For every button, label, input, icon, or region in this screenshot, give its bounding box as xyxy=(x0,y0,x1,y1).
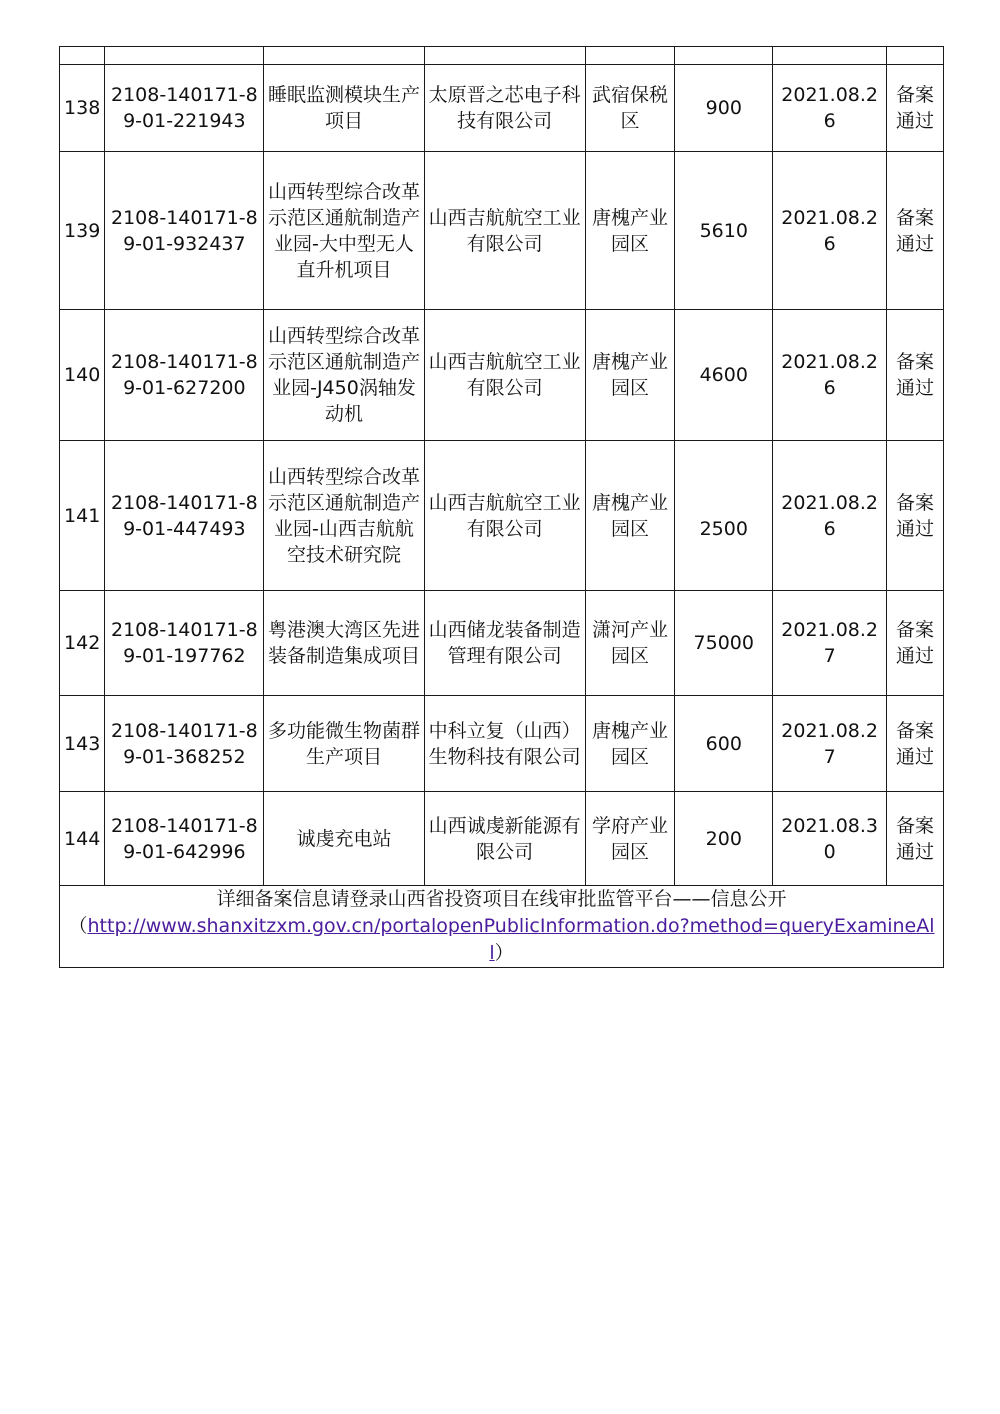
project-name: 粤港澳大湾区先进装备制造集成项目 xyxy=(264,591,424,696)
filing-status: 备案通过 xyxy=(887,792,944,886)
paren-open: （ xyxy=(68,915,88,937)
filing-status: 备案通过 xyxy=(887,696,944,792)
table-row xyxy=(60,65,944,152)
row-number: 143 xyxy=(60,696,105,792)
row-number: 139 xyxy=(60,152,105,310)
investment-amount: 600 xyxy=(675,696,773,792)
filing-date: 2021.08.26 xyxy=(773,65,887,152)
park-area: 唐槐产业园区 xyxy=(585,310,675,441)
company-name: 山西吉航航空工业有限公司 xyxy=(424,152,585,310)
table-row xyxy=(60,441,944,591)
park-area: 武宿保税区 xyxy=(585,65,675,152)
project-name: 多功能微生物菌群生产项目 xyxy=(264,696,424,792)
park-area: 学府产业园区 xyxy=(585,792,675,886)
project-code: 2108-140171-89-01-932437 xyxy=(105,152,264,310)
row-number: 138 xyxy=(60,65,105,152)
project-name: 山西转型综合改革示范区通航制造产业园-山西吉航航空技术研究院 xyxy=(264,441,424,591)
filing-status: 备案通过 xyxy=(887,65,944,152)
park-area: 唐槐产业园区 xyxy=(585,696,675,792)
filing-date: 2021.08.26 xyxy=(773,152,887,310)
company-name: 山西储龙装备制造管理有限公司 xyxy=(424,591,585,696)
park-area: 潇河产业园区 xyxy=(585,591,675,696)
project-code: 2108-140171-89-01-197762 xyxy=(105,591,264,696)
table-row xyxy=(60,152,944,310)
company-name: 太原晋之芯电子科技有限公司 xyxy=(424,65,585,152)
filing-date: 2021.08.27 xyxy=(773,591,887,696)
investment-amount: 900 xyxy=(675,65,773,152)
investment-amount: 75000 xyxy=(675,591,773,696)
company-name: 中科立复（山西）生物科技有限公司 xyxy=(424,696,585,792)
filing-status: 备案通过 xyxy=(887,441,944,591)
filing-status: 备案通过 xyxy=(887,152,944,310)
footer-note: 详细备案信息请登录山西省投资项目在线审批监管平台——信息公开 xyxy=(216,888,787,910)
filing-date: 2021.08.27 xyxy=(773,696,887,792)
project-name: 睡眠监测模块生产项目 xyxy=(264,65,424,152)
company-name: 山西吉航航空工业有限公司 xyxy=(424,310,585,441)
investment-amount-value: 2500 xyxy=(699,517,748,540)
continued-row-stub xyxy=(60,47,944,65)
filing-date: 2021.08.26 xyxy=(773,310,887,441)
row-number: 144 xyxy=(60,792,105,886)
project-name: 山西转型综合改革示范区通航制造产业园-大中型无人直升机项目 xyxy=(264,152,424,310)
project-code: 2108-140171-89-01-447493 xyxy=(105,441,264,591)
project-code: 2108-140171-89-01-627200 xyxy=(105,310,264,441)
project-name: 山西转型综合改革示范区通航制造产业园-J450涡轴发动机 xyxy=(264,310,424,441)
filing-status: 备案通过 xyxy=(887,591,944,696)
investment-amount: 4600 xyxy=(675,310,773,441)
project-record-table xyxy=(59,46,944,968)
footer-note-cell xyxy=(60,886,944,968)
platform-link[interactable]: http://www.shanxitzxm.gov.cn/portalopenPublicInformation.do?method=queryExamineAll xyxy=(87,915,935,964)
row-number: 142 xyxy=(60,591,105,696)
row-number: 140 xyxy=(60,310,105,441)
row-number: 141 xyxy=(60,441,105,591)
filing-date: 2021.08.26 xyxy=(773,441,887,591)
company-name: 山西诚虔新能源有限公司 xyxy=(424,792,585,886)
company-name: 山西吉航航空工业有限公司 xyxy=(424,441,585,591)
investment-amount xyxy=(675,441,773,591)
project-code: 2108-140171-89-01-221943 xyxy=(105,65,264,152)
footer-row xyxy=(60,886,944,968)
park-area: 唐槐产业园区 xyxy=(585,152,675,310)
table-row xyxy=(60,792,944,886)
project-code: 2108-140171-89-01-368252 xyxy=(105,696,264,792)
filing-date: 2021.08.30 xyxy=(773,792,887,886)
table-row xyxy=(60,696,944,792)
table-row xyxy=(60,591,944,696)
investment-amount: 5610 xyxy=(675,152,773,310)
filing-status: 备案通过 xyxy=(887,310,944,441)
paren-close: ） xyxy=(494,942,514,964)
project-name: 诚虔充电站 xyxy=(264,792,424,886)
table-row xyxy=(60,310,944,441)
park-area: 唐槐产业园区 xyxy=(585,441,675,591)
investment-amount: 200 xyxy=(675,792,773,886)
project-code: 2108-140171-89-01-642996 xyxy=(105,792,264,886)
